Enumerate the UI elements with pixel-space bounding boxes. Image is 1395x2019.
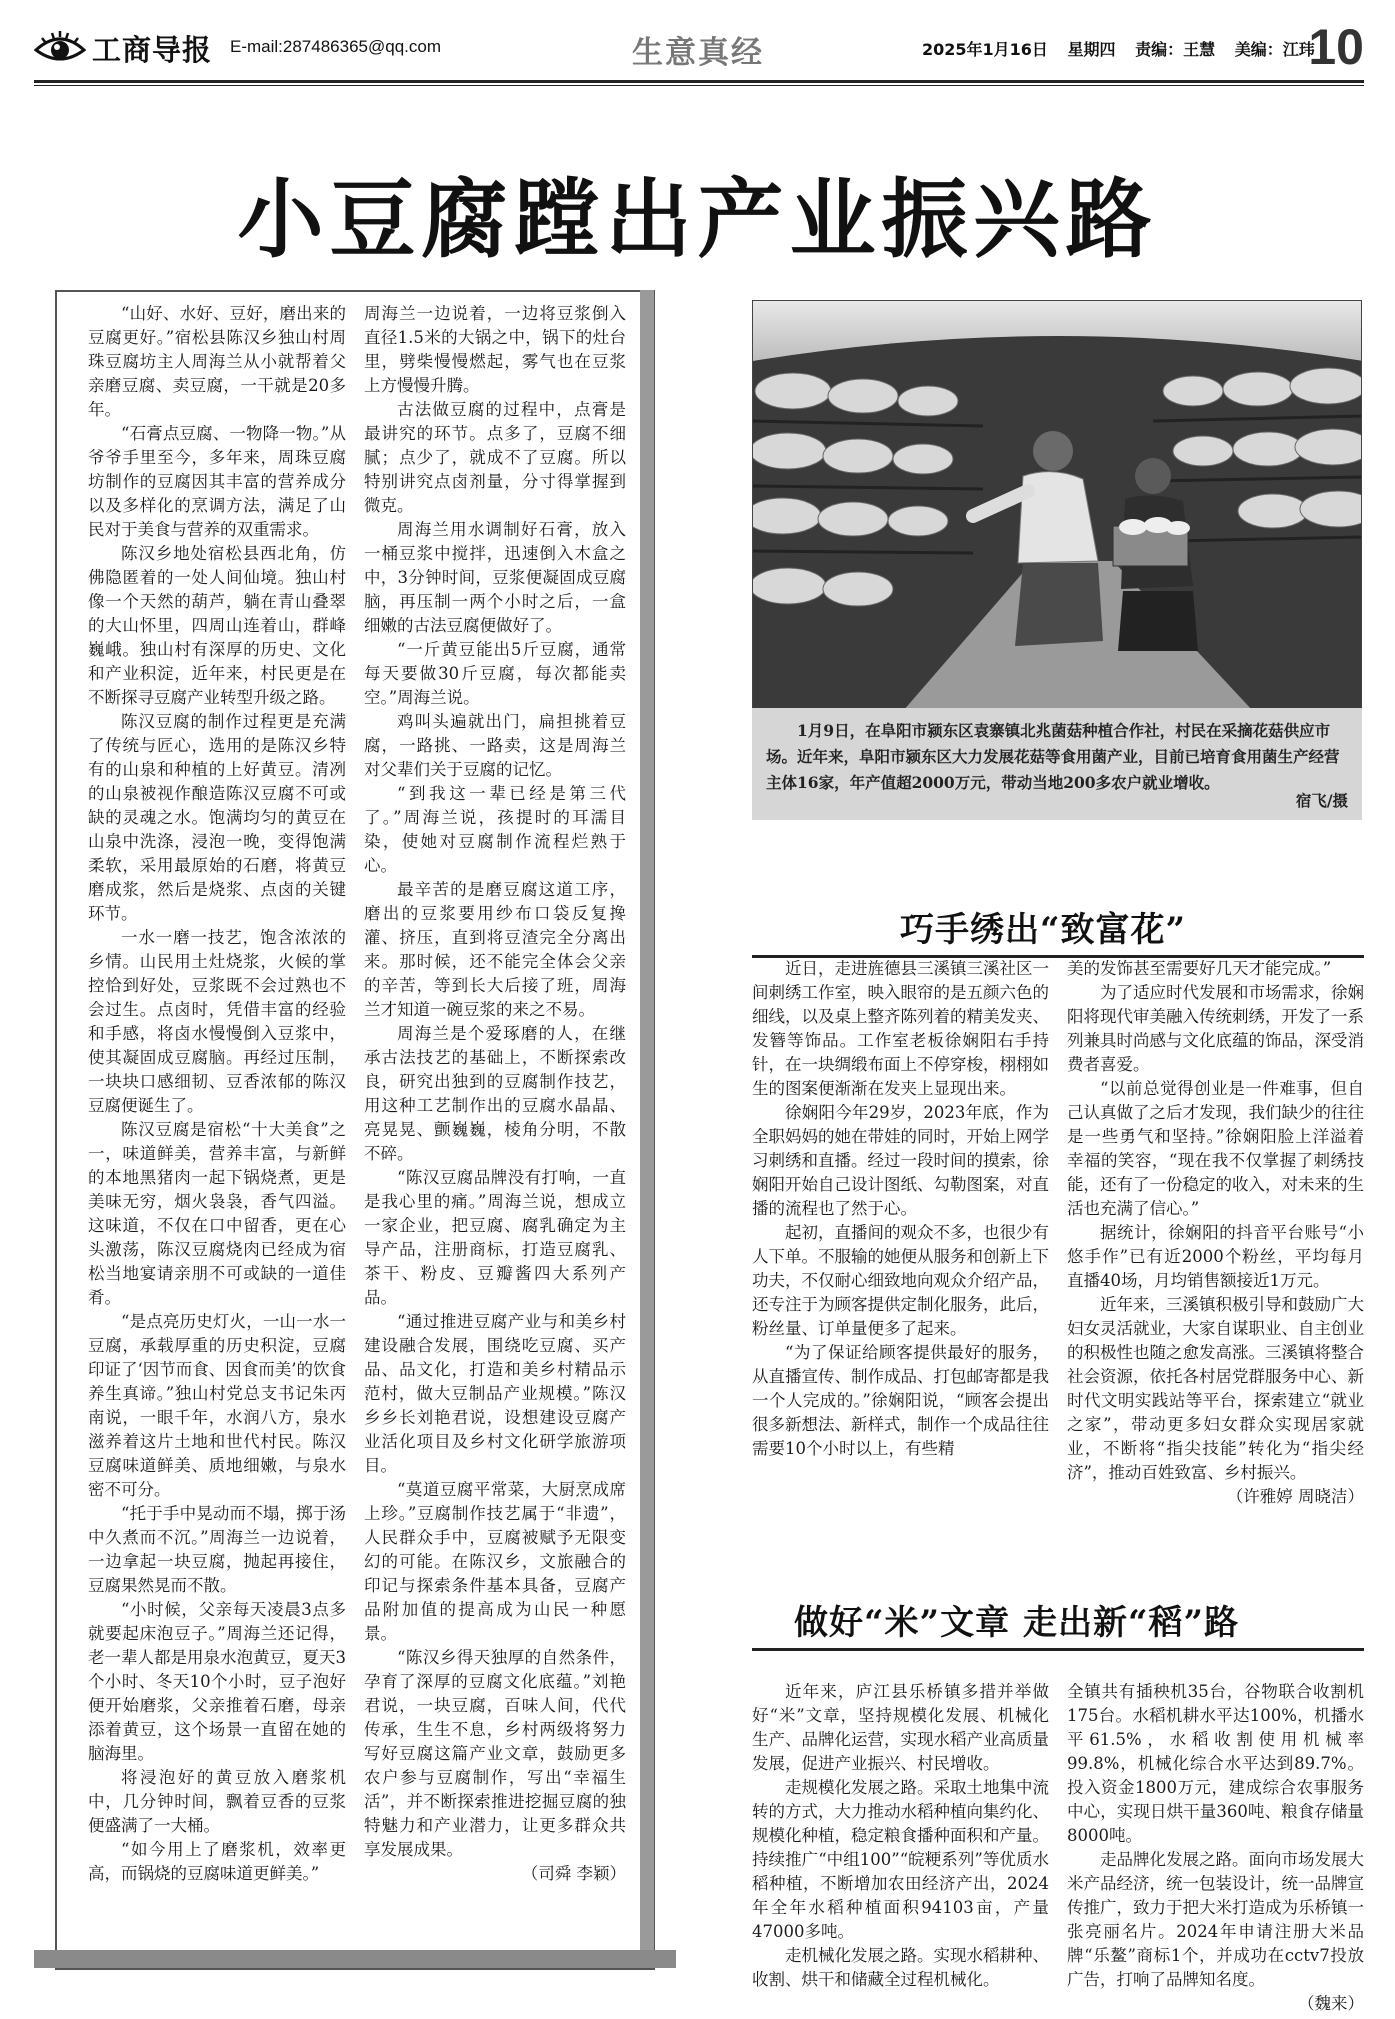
paragraph: “一斤黄豆能出5斤豆腐，通常每天要做30斤豆腐，每次都能卖空。”周海兰说。 — [364, 640, 626, 707]
paragraph: 全镇共有插秧机35台，谷物联合收割机175台。水稻机耕水平达100%，机播水平61.5%，水稻收割使用机械率99.8%，机械化综合水平达到89.7%。投入资金1800万元，建成综合农事服务中心，实现日烘干量360吨、粮食存储量8000吨。 — [1067, 1682, 1364, 1845]
story3-headline: 做好“米”文章 走出新“稻”路 — [794, 1603, 1240, 1643]
paragraph: 一水一磨一技艺，饱含浓浓的乡情。山民用土灶烧浆，火候的掌控恰到好处，豆浆既不会过熟也不会过生。点卤时，凭借丰富的经验和手感，将卤水慢慢倒入豆浆中，使其凝固成豆腐脑。再经过压制，一块块口感细韧、豆香浓郁的陈汉豆腐便诞生了。 — [88, 928, 346, 1115]
paragraph: 最辛苦的是磨豆腐这道工序，磨出的豆浆要用纱布口袋反复搀灌、挤压，直到将豆渣完全分离出来。那时候，还不能完全体会父亲的辛苦，等到长大后接了班，周海兰才知道一碗豆浆的来之不易。 — [364, 880, 626, 1019]
story3-column-1 — [752, 1680, 1049, 1992]
story2-column-1 — [752, 957, 1049, 1461]
masthead — [34, 19, 1364, 78]
paragraph: 美的发饰甚至需要好几天才能完成。” — [1067, 959, 1332, 978]
paragraph: 鸡叫头遍就出门，扁担挑着豆腐，一路挑、一路卖，这是周海兰对父辈们关于豆腐的记忆。 — [364, 712, 626, 779]
paragraph: 古法做豆腐的过程中，点膏是最讲究的环节。点多了，豆腐不细腻；点少了，就成不了豆腐。所以特别讲究点卤剂量，分寸得掌握到微克。 — [364, 400, 626, 515]
main-story-column-2 — [364, 302, 626, 1922]
paragraph: 将浸泡好的黄豆放入磨浆机中，几分钟时间，飘着豆香的豆浆便盛满了一大桶。 — [88, 1768, 346, 1835]
contact-email: E-mail:287486365@qq.com — [230, 37, 441, 56]
paragraph: “以前总觉得创业是一件难事，但自己认真做了之后才发现，我们缺少的往往是一些勇气和坚持。”徐娴阳脸上洋溢着幸福的笑容，“现在我不仅掌握了刺绣技能，还有了一份稳定的收入，对未来的生活也充满了信心。” — [1067, 1079, 1364, 1218]
story3-column-2 — [1067, 1680, 1364, 2016]
paragraph: 据统计，徐娴阳的抖音平台账号“小悠手作”已有近2000个粉丝，平均每月直播40场，月均销售额接近1万元。 — [1067, 1223, 1364, 1290]
caption-text: 1月9日，在阜阳市颍东区袁寨镇北兆菌菇种植合作社，村民在采摘花菇供应市场。近年来，阜阳市颍东区大力发展花菇等食用菌产业，目前已培育食用菌生产经营主体16家，年产值超2000万元，带动当地200多农户就业增收。 — [766, 721, 1340, 792]
photo-caption — [752, 708, 1362, 820]
paragraph: “托于手中晃动而不塌，掷于汤中久煮而不沉。”周海兰一边说着，一边拿起一块豆腐，抛起再接住，豆腐果然晃而不散。 — [88, 1504, 346, 1595]
paragraph: “小时候，父亲每天凌晨3点多就要起床泡豆子。”周海兰还记得，老一辈人都是用泉水泡黄豆，夏天3个小时、冬天10个小时，豆子泡好便开始磨浆，父亲推着石磨，母亲添着黄豆，这个场景一直留在她的脑海里。 — [88, 1600, 346, 1763]
story3-rule — [752, 1648, 1364, 1651]
paragraph: 走机械化发展之路。实现水稻耕种、收割、烘干和储藏全过程机械化。 — [752, 1946, 1049, 1989]
paragraph: 徐娴阳今年29岁，2023年底，作为全职妈妈的她在带娃的同时，开始上网学习刺绣和直播。经过一段时间的摸索，徐娴阳开始自己设计图纸、勾勒图案，对直播的流程也了然于心。 — [752, 1103, 1049, 1218]
paper-name: 工商导报 — [92, 33, 213, 67]
paragraph: 陈汉乡地处宿松县西北角，仿佛隐匿着的一处人间仙境。独山村像一个天然的葫芦，躺在青山叠翠的大山怀里，四周山连着山，群峰巍峨。独山村有深厚的历史、文化和产业积淀，近年来，村民更是在不断探寻豆腐产业转型升级之路。 — [88, 544, 346, 707]
paragraph: 近日，走进旌德县三溪镇三溪社区一间刺绣工作室，映入眼帘的是五颜六色的细线，以及桌上整齐陈列着的精美发夹、发簪等饰品。工作室老板徐娴阳右手持针，在一块绸缎布面上不停穿梭，栩栩如生的图案便渐渐在发夹上显现出来。 — [752, 959, 1049, 1098]
paragraph: 走规模化发展之路。采取土地集中流转的方式，大力推动水稻种植向集约化、规模化种植，稳定粮食播种面积和产量。持续推广“中组100”“皖粳系列”等优质水稻种植，不断增加农田经济产出，2024年全年水稻种植面积94103亩，产量47000多吨。 — [752, 1778, 1049, 1941]
section-title: 生意真经 — [632, 35, 764, 71]
paragraph: 陈汉豆腐的制作过程更是充满了传统与匠心，选用的是陈汉乡特有的山泉和种植的上好黄豆。清冽的山泉被视作酿造陈汉豆腐不可或缺的灵魂之水。饱满均匀的黄豆在山泉中洗涤，浸泡一晚，变得饱满柔软，采用最原始的石磨，将黄豆磨成浆，然后是烧浆、点卤的关键环节。 — [88, 712, 346, 923]
editor-credit: 责编：王慧 — [1135, 40, 1216, 59]
issue-weekday: 星期四 — [1067, 40, 1116, 59]
paragraph: “陈汉豆腐品牌没有打响，一直是我心里的痛。”周海兰说，想成立一家企业，把豆腐、腐乳确定为主导产品，注册商标，打造豆腐乳、茶干、粉皮、豆瓣酱四大系列产品。 — [364, 1168, 626, 1307]
masthead-rule-thin — [34, 85, 1364, 86]
issue-date: 2025年1月16日 — [922, 40, 1048, 59]
mushroom-farm-photo-illustration — [753, 301, 1362, 711]
byline: （许雅婷 周晓洁） — [1226, 1487, 1364, 1506]
eye-logo-icon — [34, 28, 86, 68]
paragraph: “陈汉乡得天独厚的自然条件，孕育了深厚的豆腐文化底蕴。”刘艳君说，一块豆腐，百味人间，代代传承，生生不息，乡村两级将努力写好豆腐这篇产业文章，鼓励更多农户参与豆腐制作，写出“幸福生活”，并不断探索推进挖掘豆腐的独特魅力和产业潜力，让更多群众共享发展成果。 — [364, 1648, 626, 1859]
paragraph: 周海兰一边说着，一边将豆浆倒入直径1.5米的大锅之中，锅下的灶台里，劈柴慢慢燃起，雾气也在豆浆上方慢慢升腾。 — [364, 304, 626, 395]
paragraph: 陈汉豆腐是宿松“十大美食”之一，味道鲜美，营养丰富，与新鲜的本地黑猪肉一起下锅烧煮，更是美味无穷，烟火袅袅，香气四溢。这味道，不仅在口中留香，更在心头激荡，陈汉豆腐烧肉已经成为宿松当地宴请亲朋不可或缺的一道佳肴。 — [88, 1120, 346, 1307]
news-photo — [752, 300, 1362, 762]
paragraph: 为了适应时代发展和市场需求，徐娴阳将现代审美融入传统刺绣，开发了一系列兼具时尚感与文化底蕴的饰品，深受消费者喜爱。 — [1067, 983, 1364, 1074]
byline: （司舜 李颖） — [521, 1864, 626, 1883]
paragraph: “为了保证给顾客提供最好的服务，从直播宣传、制作成品、打包邮寄都是我一个人完成的。”徐娴阳说，“顾客会提出很多新想法、新样式，制作一个成品往往需要10个小时以上，有些精 — [752, 1343, 1049, 1458]
paragraph: 周海兰用水调制好石膏，放入一桶豆浆中搅拌，迅速倒入木盒之中，3分钟时间，豆浆便凝固成豆腐脑，再压制一两个小时之后，一盒细嫩的古法豆腐便做好了。 — [364, 520, 626, 635]
paragraph: “通过推进豆腐产业与和美乡村建设融合发展，围绕吃豆腐、买产品、品文化，打造和美乡村精品示范村，做大豆制品产业规模。”陈汉乡乡长刘艳君说，设想建设豆腐产业活化项目及乡村文化研学旅游项目。 — [364, 1312, 626, 1475]
paragraph: “莫道豆腐平常菜，大厨烹成席上珍。”豆腐制作技艺属于“非遗”，人民群众手中，豆腐被赋予无限变幻的可能。在陈汉乡，文旅融合的印记与探索条件基本具备，豆腐产品附加值的提高成为山民一种愿景。 — [364, 1480, 626, 1643]
story2-headline: 巧手绣出“致富花” — [900, 910, 1187, 950]
main-headline: 小豆腐蹚出产业振兴路 — [237, 169, 1158, 270]
paragraph: 近年来，庐江县乐桥镇多措并举做好“米”文章，坚持规模化发展、机械化生产、品牌化运营，实现水稻产业高质量发展，促进产业振兴、村民增收。 — [752, 1682, 1049, 1773]
frame-shadow-right — [640, 290, 654, 1960]
paragraph: “山好、水好、豆好，磨出来的豆腐更好。”宿松县陈汉乡独山村周珠豆腐坊主人周海兰从小就帮着父亲磨豆腐、卖豆腐，一干就是20多年。 — [88, 304, 346, 419]
story2-column-2 — [1067, 957, 1364, 1509]
main-story-column-1 — [88, 302, 346, 1922]
paragraph: “是点亮历史灯火，一山一水一豆腐，承载厚重的历史积淀，豆腐印证了‘因节而食、因食而美’的饮食养生真谛。”独山村党总支书记朱丙南说，一眼千年，水润八方，泉水滋养着这片土地和世代村民。陈汉豆腐味道鲜美、质地细嫩，与泉水密不可分。 — [88, 1312, 346, 1499]
paragraph: 起初，直播间的观众不多，也很少有人下单。不服输的她便从服务和创新上下功夫，不仅耐心细致地向观众介绍产品，还专注于为顾客提供定制化服务，此后，粉丝量、订单量便多了起来。 — [752, 1223, 1049, 1338]
paragraph: “到我这一辈已经是第三代了。”周海兰说，孩提时的耳濡目染，使她对豆腐制作流程烂熟于心。 — [364, 784, 626, 875]
paragraph: “石膏点豆腐、一物降一物。”从爷爷手里至今，多年来，周珠豆腐坊制作的豆腐因其丰富的营养成分以及多样化的烹调方法，满足了山民对于美食与营养的双重需求。 — [88, 424, 346, 539]
designer-credit: 美编：江玮 — [1234, 40, 1315, 59]
paragraph: “如今用上了磨浆机，效率更高，而锅烧的豆腐味道更鲜美。” — [88, 1840, 346, 1883]
byline: （魏来） — [1298, 1994, 1364, 2013]
frame-shadow-bottom — [34, 1950, 676, 1968]
photo-credit: 宿飞/摄 — [1295, 791, 1348, 810]
page-number: 10 — [1308, 19, 1364, 75]
issue-info — [922, 37, 1329, 60]
paragraph: 周海兰是个爱琢磨的人，在继承古法技艺的基础上，不断探索改良，研究出独到的豆腐制作技艺，用这种工艺制作出的豆腐水晶晶、亮晃晃、颤巍巍，棱角分明，不散不碎。 — [364, 1024, 626, 1163]
paragraph: 近年来，三溪镇积极引导和鼓励广大妇女灵活就业，大家自谋职业、自主创业的积极性也随之愈发高涨。三溪镇将整合社会资源，依托各村居党群服务中心、新时代文明实践站等平台，探索建立“就业之家”，带动更多妇女群众实现居家就业，不断将“指尖技能”转化为“指尖经济”，推动百姓致富、乡村振兴。 — [1067, 1295, 1364, 1482]
paragraph: 走品牌化发展之路。面向市场发展大米产品经济，统一包装设计，统一品牌宣传推广，致力于把大米打造成为乐桥镇一张亮丽名片。2024年申请注册大米品牌“乐鳌”商标1个，并成功在cctv7投放广告，打响了品牌知名度。 — [1067, 1850, 1364, 1989]
masthead-rule — [34, 80, 1364, 83]
